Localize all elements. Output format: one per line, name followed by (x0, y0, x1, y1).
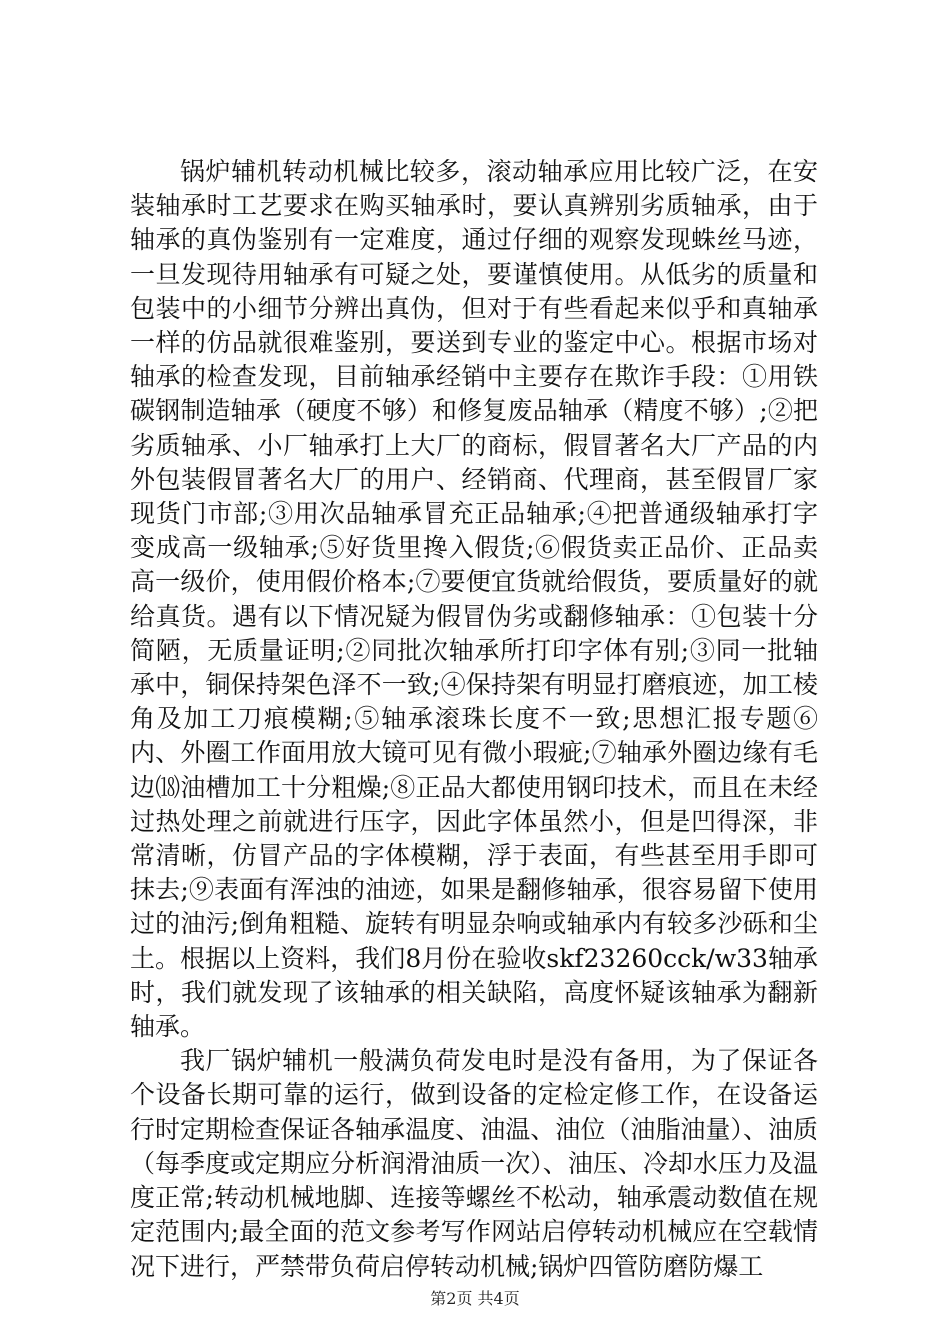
document-body (130, 155, 818, 1284)
paragraph-maintenance: 我厂锅炉辅机一般满负荷发电时是没有备用，为了保证各个设备长期可靠的运行，做到设备的定检定修工作，在设备运行时定期检查保证各轴承温度、油温、油位（油脂油量）、油质（每季度或定期应分析润滑油质一次）、油压、冷却水压力及温度正常;转动机械地脚、连接等螺丝不松动，轴承震动数值在规定范围内;最全面的范文参考写作网站启停转动机械应在空载情况下进行，严禁带负荷启停转动机械;锅炉四管防磨防爆工 (130, 1046, 818, 1281)
page-number: 第2页 共4页 (430, 1289, 520, 1308)
paragraph-bearing-identification: 锅炉辅机转动机械比较多，滚动轴承应用比较广泛，在安装轴承时工艺要求在购买轴承时，要认真辨别劣质轴承，由于轴承的真伪鉴别有一定难度，通过仔细的观察发现蛛丝马迹，一旦发现待用轴承有可疑之处，要谨慎使用。从低劣的质量和包装中的小细节分辨出真伪，但对于有些看起来似乎和真轴承一样的仿品就很难鉴别，要送到专业的鉴定中心。根据市场对轴承的检查发现，目前轴承经销中主要存在欺诈手段：①用铁碳钢制造轴承（硬度不够）和修复废品轴承（精度不够）;②把劣质轴承、小厂轴承打上大厂的商标，假冒著名大厂产品的内外包装假冒著名大厂的用户、经销商、代理商，甚至假冒厂家现货门市部;③用次品轴承冒充正品轴承;④把普通级轴承打字变成高一级轴承;⑤好货里搀入假货;⑥假货卖正品价、正品卖高一级价，使用假价格本;⑦要便宜货就给假货，要质量好的就给真货。遇有以下情况疑为假冒伪劣或翻修轴承：①包装十分简陋，无质量证明;②同批次轴承所打印字体有别;③同一批轴承中，铜保持架色泽不一致;④保持架有明显打磨痕迹，加工棱角及加工刀痕模糊;⑤轴承滚珠长度不一致;思想汇报专题⑥内、外圈工作面用放大镜可见有微小瑕疵;⑦轴承外圈边缘有毛边⒅油槽加工十分粗燥;⑧正品大都使用钢印技术，而且在未经过热处理之前就进行压字，因此字体虽然小，但是凹得深，非常清晰，仿冒产品的字体模糊，浮于表面，有些甚至用手即可抹去;⑨表面有浑浊的油迹，如果是翻修轴承，很容易留下使用过的油污;倒角粗糙、旋转有明显杂响或轴承内有较多沙砾和尘土。根据以上资料，我们8月份在验收skf23260cck/w33轴承时，我们就发现了该轴承的相关缺陷，高度怀疑该轴承为翻新轴承。 (130, 157, 818, 1042)
